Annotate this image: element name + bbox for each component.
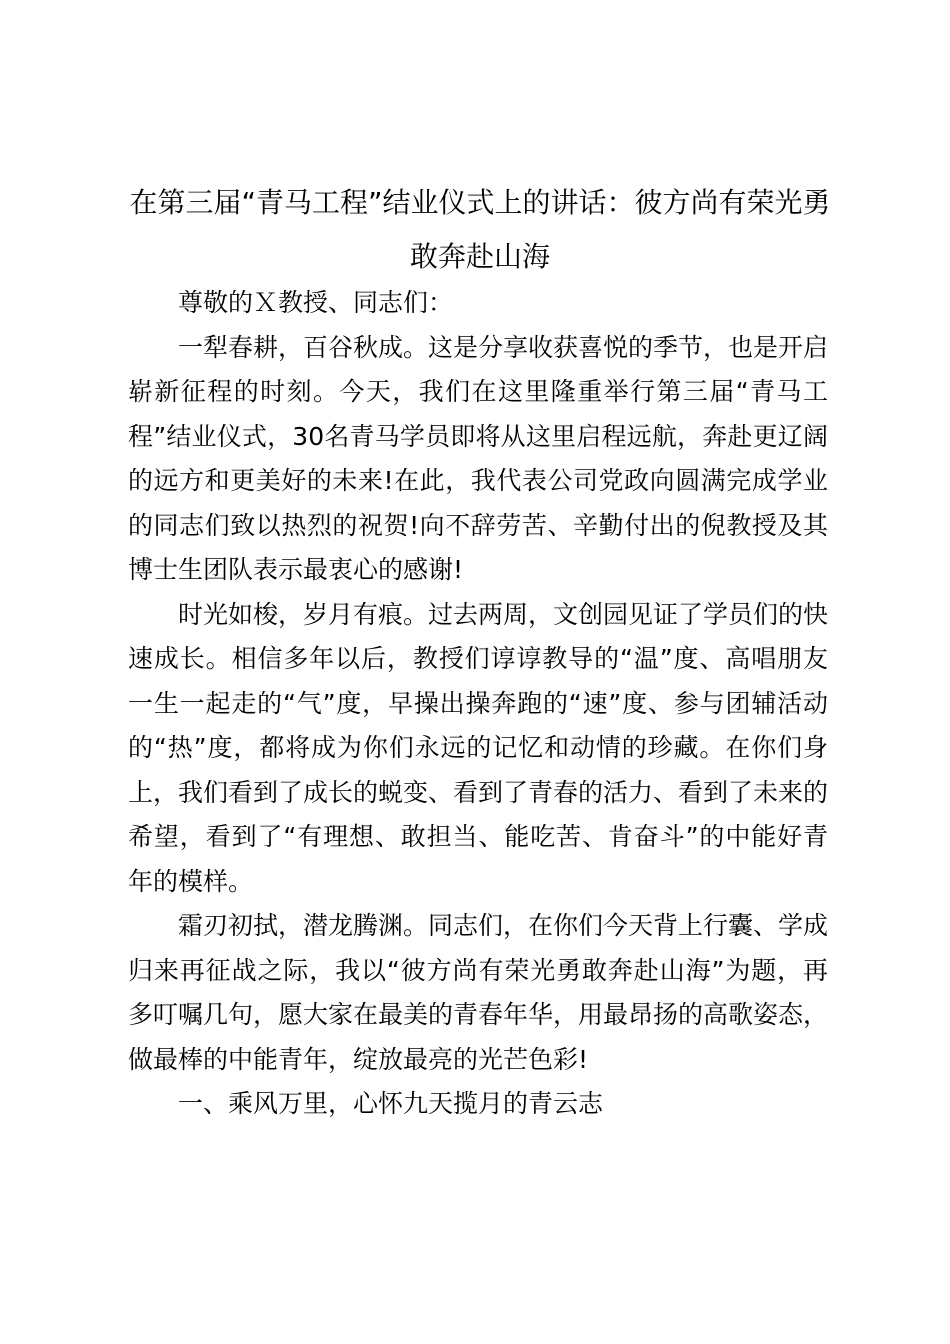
section-heading: 一、乘风万里，心怀九天揽月的青云志 xyxy=(178,1089,604,1118)
paragraph: 一犁春耕，百谷秋成。这是分享收获喜悦的季节，也是开启崭新征程的时刻。今天，我们在这里隆重举行第三届“青马工程”结业仪式，30名青马学员即将从这里启程远航，奔赴更辽阔的远方和更美好的未来!在此，我代表公司党政向圆满完成学业的同志们致以热烈的祝贺!向不辞劳苦、辛勤付出的倪教授及其博士生团队表示最衷心的感谢! xyxy=(128,332,829,584)
paragraph: 霜刃初拭，潜龙腾渊。同志们，在你们今天背上行囊、学成归来再征战之际，我以“彼方尚有荣光勇敢奔赴山海”为题，再多叮嘱几句，愿大家在最美的青春年华，用最昂扬的高歌姿态，做最棒的中能青年，绽放最亮的光芒色彩! xyxy=(128,911,829,1074)
paragraph: 时光如梭，岁月有痕。过去两周，文创园见证了学员们的快速成长。相信多年以后，教授们谆谆教导的“温”度、高唱朋友一生一起走的“气”度，早操出操奔跑的“速”度、参与团辅活动的“热”度，都将成为你们永远的记忆和动情的珍藏。在你们身上，我们看到了成长的蜕变、看到了青春的活力、看到了未来的希望，看到了“有理想、敢担当、能吃苦、肯奋斗”的中能好青年的模样。 xyxy=(128,599,829,896)
page-title: 在第三届“青马工程”结业仪式上的讲话：彼方尚有荣光勇敢奔赴山海 xyxy=(129,186,831,273)
salutation: 尊敬的Ｘ教授、同志们： xyxy=(178,288,454,317)
document-body xyxy=(128,281,828,1127)
